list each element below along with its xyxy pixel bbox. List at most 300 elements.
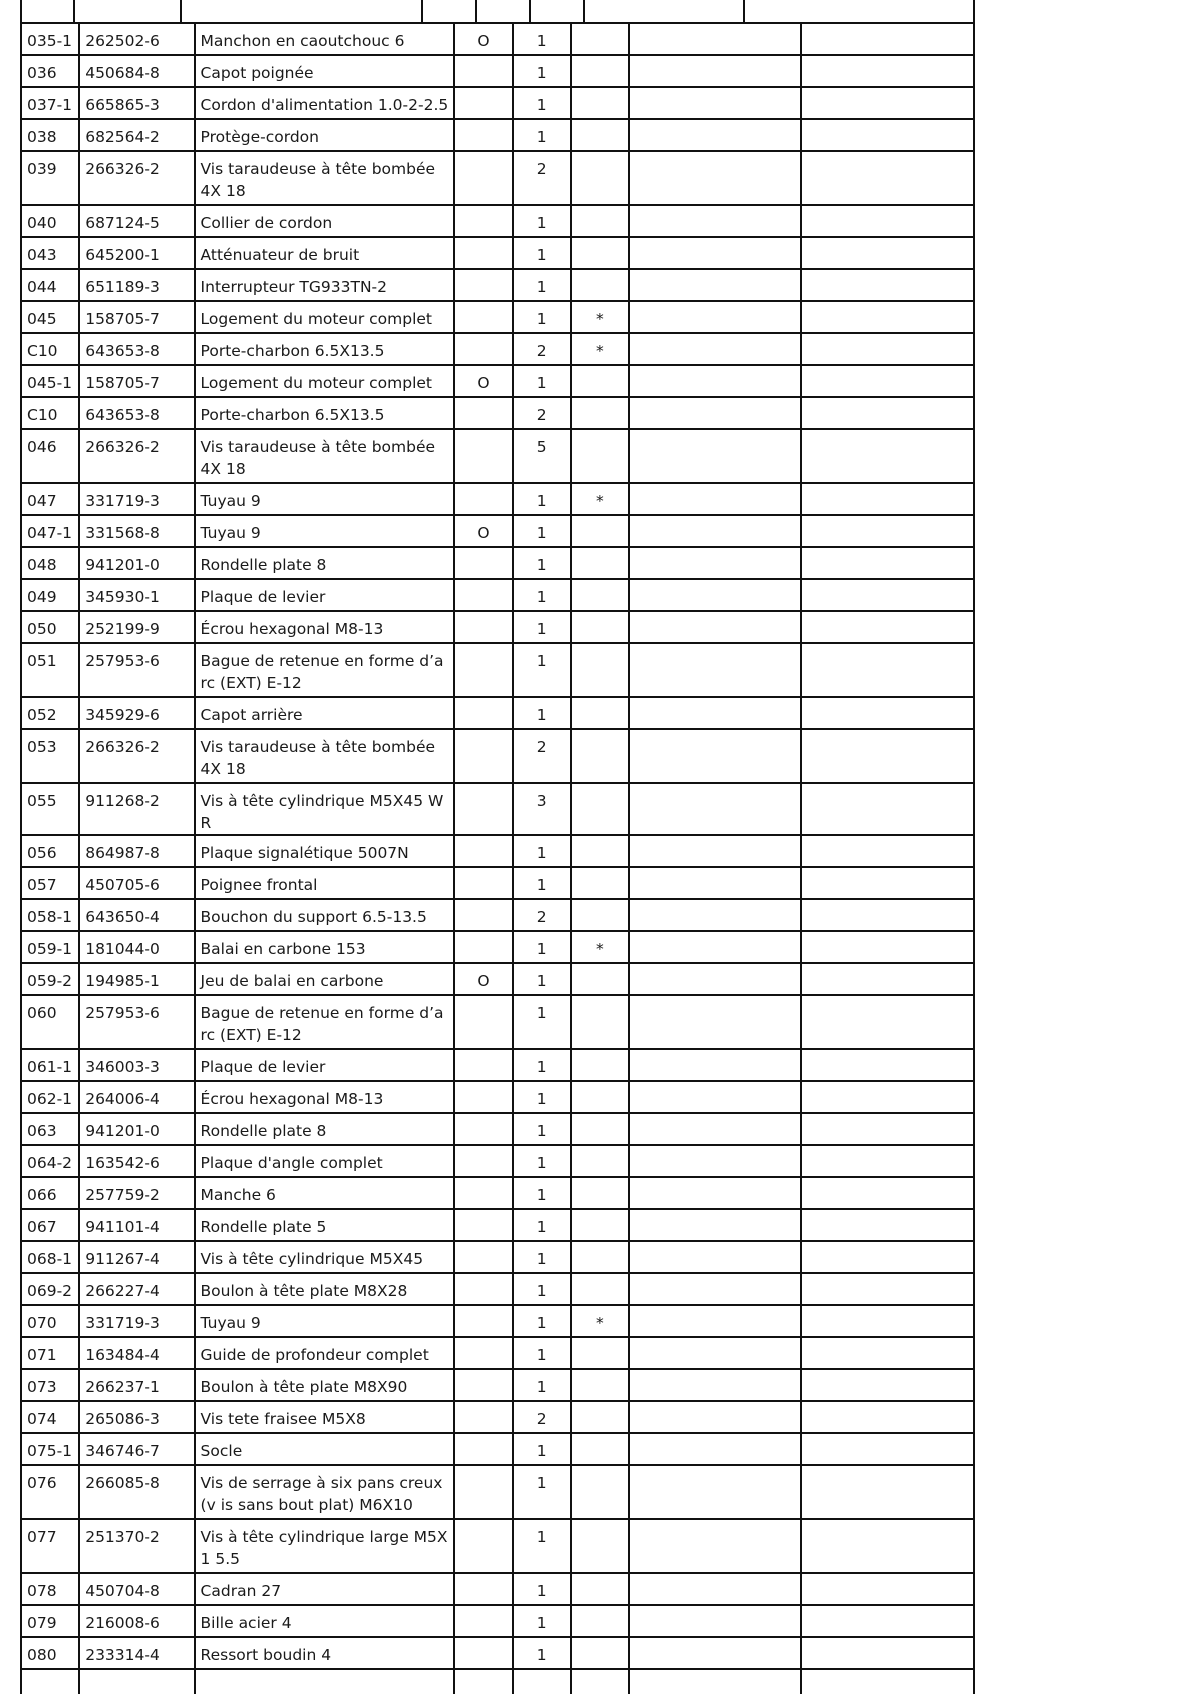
empty-cell [629, 1369, 801, 1401]
empty-cell [801, 301, 974, 333]
empty-cell [801, 429, 974, 483]
part-number-cell: 941201-0 [79, 1113, 194, 1145]
empty-cell [195, 1669, 455, 1694]
option-cell [454, 1637, 512, 1669]
part-number-cell: 651189-3 [79, 269, 194, 301]
option-cell [454, 429, 512, 483]
empty-cell [801, 867, 974, 899]
table-row [21, 835, 974, 867]
quantity-cell: 2 [513, 729, 571, 783]
option-cell [454, 1305, 512, 1337]
empty-cell [629, 995, 801, 1049]
empty-cell [629, 867, 801, 899]
option-cell [454, 611, 512, 643]
item-number-cell: 080 [21, 1637, 79, 1669]
mark-cell [571, 1081, 629, 1113]
table-row [21, 899, 974, 931]
quantity-cell: 1 [513, 643, 571, 697]
part-number-cell: 266326-2 [79, 429, 194, 483]
option-cell [454, 333, 512, 365]
empty-cell [629, 1637, 801, 1669]
table-row [21, 269, 974, 301]
item-number-cell: 043 [21, 237, 79, 269]
option-cell [454, 483, 512, 515]
quantity-cell: 1 [513, 1433, 571, 1465]
description-cell: Boulon à tête plate M8X28 [195, 1273, 455, 1305]
item-number-cell: 059-2 [21, 963, 79, 995]
empty-cell [801, 269, 974, 301]
mark-cell [571, 579, 629, 611]
table-top-continuation [20, 0, 975, 22]
part-number-cell: 163542-6 [79, 1145, 194, 1177]
quantity-cell: 1 [513, 835, 571, 867]
table-row [21, 1081, 974, 1113]
option-cell [454, 87, 512, 119]
table-row [21, 1637, 974, 1669]
empty-cell [629, 23, 801, 55]
table-row [21, 1369, 974, 1401]
empty-cell [454, 1669, 512, 1694]
item-number-cell: 060 [21, 995, 79, 1049]
mark-cell [571, 611, 629, 643]
table-row [21, 515, 974, 547]
empty-cell [629, 697, 801, 729]
empty-cell [629, 931, 801, 963]
empty-cell [801, 515, 974, 547]
option-cell [454, 1337, 512, 1369]
option-cell: O [454, 365, 512, 397]
part-number-cell: 252199-9 [79, 611, 194, 643]
empty-cell [629, 1401, 801, 1433]
part-number-cell: 346746-7 [79, 1433, 194, 1465]
item-number-cell: 073 [21, 1369, 79, 1401]
description-cell: Capot arrière [195, 697, 455, 729]
option-cell [454, 1573, 512, 1605]
empty-cell [801, 611, 974, 643]
empty-cell [801, 963, 974, 995]
item-number-cell: 037-1 [21, 87, 79, 119]
mark-cell [571, 697, 629, 729]
empty-cell [629, 1519, 801, 1573]
table-row [21, 483, 974, 515]
table-row [21, 1305, 974, 1337]
empty-cell [629, 1049, 801, 1081]
description-cell: Guide de profondeur complet [195, 1337, 455, 1369]
description-cell: Collier de cordon [195, 205, 455, 237]
quantity-cell: 1 [513, 1369, 571, 1401]
option-cell [454, 1209, 512, 1241]
mark-cell [571, 23, 629, 55]
part-number-cell: 643653-8 [79, 333, 194, 365]
empty-cell [629, 1465, 801, 1519]
option-cell [454, 867, 512, 899]
item-number-cell: 039 [21, 151, 79, 205]
description-cell: Écrou hexagonal M8-13 [195, 1081, 455, 1113]
table-row [21, 397, 974, 429]
empty-cell [629, 579, 801, 611]
empty-cell [801, 1209, 974, 1241]
parts-table-body [21, 23, 974, 1694]
table-row [21, 151, 974, 205]
table-row [21, 1049, 974, 1081]
item-number-cell: 071 [21, 1337, 79, 1369]
mark-cell [571, 547, 629, 579]
empty-cell [801, 333, 974, 365]
mark-cell [571, 397, 629, 429]
mark-cell [571, 1605, 629, 1637]
empty-cell [801, 483, 974, 515]
option-cell [454, 697, 512, 729]
option-cell [454, 55, 512, 87]
empty-cell [629, 1081, 801, 1113]
item-number-cell: 047-1 [21, 515, 79, 547]
part-number-cell: 450704-8 [79, 1573, 194, 1605]
quantity-cell: 1 [513, 547, 571, 579]
item-number-cell: 052 [21, 697, 79, 729]
empty-cell [801, 237, 974, 269]
empty-cell [801, 87, 974, 119]
mark-cell [571, 729, 629, 783]
empty-cell [629, 899, 801, 931]
part-number-cell: 665865-3 [79, 87, 194, 119]
part-number-cell: 643650-4 [79, 899, 194, 931]
option-cell [454, 1241, 512, 1273]
empty-cell [629, 1337, 801, 1369]
empty-cell [629, 205, 801, 237]
mark-cell [571, 151, 629, 205]
option-cell [454, 1519, 512, 1573]
quantity-cell: 2 [513, 397, 571, 429]
quantity-cell: 2 [513, 1401, 571, 1433]
description-cell: Porte-charbon 6.5X13.5 [195, 397, 455, 429]
empty-cell [801, 1433, 974, 1465]
quantity-cell: 1 [513, 697, 571, 729]
empty-cell [801, 1305, 974, 1337]
mark-cell [571, 1519, 629, 1573]
empty-cell [629, 1433, 801, 1465]
description-cell: Rondelle plate 8 [195, 547, 455, 579]
empty-cell [629, 1573, 801, 1605]
empty-cell [629, 237, 801, 269]
mark-cell [571, 205, 629, 237]
empty-cell [629, 397, 801, 429]
mark-cell [571, 1369, 629, 1401]
quantity-cell: 1 [513, 515, 571, 547]
option-cell: O [454, 23, 512, 55]
item-number-cell: 059-1 [21, 931, 79, 963]
mark-cell [571, 1177, 629, 1209]
table-row [21, 1177, 974, 1209]
item-number-cell: 079 [21, 1605, 79, 1637]
mark-cell [571, 643, 629, 697]
quantity-cell: 1 [513, 1637, 571, 1669]
description-cell: Interrupteur TG933TN-2 [195, 269, 455, 301]
table-row [21, 963, 974, 995]
part-number-cell: 911267-4 [79, 1241, 194, 1273]
quantity-cell: 1 [513, 269, 571, 301]
mark-cell [571, 1433, 629, 1465]
part-number-cell: 158705-7 [79, 301, 194, 333]
quantity-cell: 2 [513, 151, 571, 205]
description-cell: Ressort boudin 4 [195, 1637, 455, 1669]
item-number-cell: 055 [21, 783, 79, 835]
empty-cell [801, 1401, 974, 1433]
description-cell: Poignee frontal [195, 867, 455, 899]
empty-cell [629, 365, 801, 397]
mark-cell [571, 1209, 629, 1241]
table-row-continuation [21, 1669, 974, 1694]
empty-cell [629, 301, 801, 333]
item-number-cell: 075-1 [21, 1433, 79, 1465]
table-row [21, 429, 974, 483]
empty-cell [801, 547, 974, 579]
quantity-cell: 1 [513, 483, 571, 515]
quantity-cell: 3 [513, 783, 571, 835]
description-cell: Plaque de levier [195, 579, 455, 611]
empty-cell [629, 783, 801, 835]
part-number-cell: 331719-3 [79, 1305, 194, 1337]
empty-cell [801, 119, 974, 151]
option-cell: O [454, 963, 512, 995]
description-cell: Cordon d'alimentation 1.0-2-2.5 [195, 87, 455, 119]
part-number-cell: 264006-4 [79, 1081, 194, 1113]
empty-cell [629, 963, 801, 995]
table-row [21, 1209, 974, 1241]
description-cell: Tuyau 9 [195, 515, 455, 547]
item-number-cell: 050 [21, 611, 79, 643]
empty-cell [513, 1669, 571, 1694]
table-row [21, 611, 974, 643]
table-row [21, 365, 974, 397]
empty-cell [629, 1145, 801, 1177]
part-number-cell: 257759-2 [79, 1177, 194, 1209]
empty-cell [801, 729, 974, 783]
mark-cell [571, 269, 629, 301]
part-number-cell: 163484-4 [79, 1337, 194, 1369]
mark-cell [571, 1573, 629, 1605]
part-number-cell: 257953-6 [79, 643, 194, 697]
description-cell: Tuyau 9 [195, 1305, 455, 1337]
item-number-cell: 058-1 [21, 899, 79, 931]
quantity-cell: 1 [513, 1273, 571, 1305]
option-cell [454, 1433, 512, 1465]
quantity-cell: 1 [513, 867, 571, 899]
description-cell: Bille acier 4 [195, 1605, 455, 1637]
table-row [21, 547, 974, 579]
empty-cell [629, 1113, 801, 1145]
item-number-cell: 069-2 [21, 1273, 79, 1305]
description-cell: Vis à tête cylindrique large M5X1 5.5 [195, 1519, 455, 1573]
mark-cell [571, 1049, 629, 1081]
empty-cell [629, 729, 801, 783]
quantity-cell: 1 [513, 1049, 571, 1081]
part-number-cell: 266085-8 [79, 1465, 194, 1519]
empty-cell [629, 835, 801, 867]
item-number-cell: 047 [21, 483, 79, 515]
part-number-cell: 233314-4 [79, 1637, 194, 1669]
item-number-cell: 038 [21, 119, 79, 151]
empty-cell [629, 269, 801, 301]
option-cell [454, 1369, 512, 1401]
item-number-cell: 048 [21, 547, 79, 579]
option-cell [454, 151, 512, 205]
table-row [21, 995, 974, 1049]
part-number-cell: 266227-4 [79, 1273, 194, 1305]
empty-cell [801, 1605, 974, 1637]
empty-cell [629, 515, 801, 547]
mark-cell [571, 515, 629, 547]
item-number-cell: 078 [21, 1573, 79, 1605]
option-cell [454, 301, 512, 333]
option-cell [454, 995, 512, 1049]
mark-cell [571, 783, 629, 835]
quantity-cell: 1 [513, 1465, 571, 1519]
item-number-cell: 068-1 [21, 1241, 79, 1273]
quantity-cell: 1 [513, 995, 571, 1049]
description-cell: Cadran 27 [195, 1573, 455, 1605]
empty-cell [801, 783, 974, 835]
description-cell: Rondelle plate 8 [195, 1113, 455, 1145]
description-cell: Tuyau 9 [195, 483, 455, 515]
part-number-cell: 262502-6 [79, 23, 194, 55]
quantity-cell: 1 [513, 1337, 571, 1369]
empty-cell [801, 1113, 974, 1145]
table-row [21, 205, 974, 237]
item-number-cell: 077 [21, 1519, 79, 1573]
mark-cell [571, 1465, 629, 1519]
description-cell: Bouchon du support 6.5-13.5 [195, 899, 455, 931]
quantity-cell: 1 [513, 301, 571, 333]
empty-cell [801, 365, 974, 397]
item-number-cell: 062-1 [21, 1081, 79, 1113]
option-cell: O [454, 515, 512, 547]
empty-cell [801, 995, 974, 1049]
option-cell [454, 205, 512, 237]
table-row [21, 1433, 974, 1465]
item-number-cell: 046 [21, 429, 79, 483]
table-row [21, 729, 974, 783]
empty-cell [629, 483, 801, 515]
empty-cell [629, 1241, 801, 1273]
empty-cell [801, 1273, 974, 1305]
table-row [21, 23, 974, 55]
mark-cell: * [571, 931, 629, 963]
quantity-cell: 1 [513, 365, 571, 397]
description-cell: Bague de retenue en forme d’arc (EXT) E-12 [195, 643, 455, 697]
mark-cell: * [571, 301, 629, 333]
table-row [21, 301, 974, 333]
option-cell [454, 1465, 512, 1519]
option-cell [454, 547, 512, 579]
empty-cell [801, 1081, 974, 1113]
option-cell [454, 783, 512, 835]
description-cell: Vis taraudeuse à tête bombée 4X 18 [195, 729, 455, 783]
quantity-cell: 5 [513, 429, 571, 483]
mark-cell [571, 55, 629, 87]
empty-cell [21, 1669, 79, 1694]
part-number-cell: 266237-1 [79, 1369, 194, 1401]
mark-cell [571, 1113, 629, 1145]
empty-cell [801, 643, 974, 697]
quantity-cell: 1 [513, 1145, 571, 1177]
item-number-cell: 036 [21, 55, 79, 87]
table-row [21, 931, 974, 963]
mark-cell [571, 1637, 629, 1669]
description-cell: Porte-charbon 6.5X13.5 [195, 333, 455, 365]
quantity-cell: 1 [513, 1113, 571, 1145]
part-number-cell: 864987-8 [79, 835, 194, 867]
empty-cell [801, 1049, 974, 1081]
quantity-cell: 1 [513, 963, 571, 995]
quantity-cell: 1 [513, 55, 571, 87]
empty-cell [801, 1241, 974, 1273]
quantity-cell: 1 [513, 931, 571, 963]
table-row [21, 1465, 974, 1519]
description-cell: Vis à tête cylindrique M5X45 [195, 1241, 455, 1273]
table-row [21, 1401, 974, 1433]
empty-cell [629, 1605, 801, 1637]
description-cell: Logement du moteur complet [195, 365, 455, 397]
mark-cell: * [571, 333, 629, 365]
option-cell [454, 729, 512, 783]
quantity-cell: 1 [513, 237, 571, 269]
description-cell: Rondelle plate 5 [195, 1209, 455, 1241]
option-cell [454, 1605, 512, 1637]
part-number-cell: 345929-6 [79, 697, 194, 729]
quantity-cell: 1 [513, 87, 571, 119]
empty-cell [801, 1573, 974, 1605]
description-cell: Protège-cordon [195, 119, 455, 151]
quantity-cell: 1 [513, 1177, 571, 1209]
option-cell [454, 1081, 512, 1113]
mark-cell [571, 963, 629, 995]
part-number-cell: 216008-6 [79, 1605, 194, 1637]
empty-cell [801, 151, 974, 205]
item-number-cell: 063 [21, 1113, 79, 1145]
table-row [21, 783, 974, 835]
part-number-cell: 257953-6 [79, 995, 194, 1049]
part-number-cell: 251370-2 [79, 1519, 194, 1573]
empty-cell [801, 1519, 974, 1573]
mark-cell: * [571, 1305, 629, 1337]
description-cell: Manchon en caoutchouc 6 [195, 23, 455, 55]
part-number-cell: 346003-3 [79, 1049, 194, 1081]
quantity-cell: 1 [513, 1519, 571, 1573]
mark-cell [571, 1273, 629, 1305]
empty-cell [801, 55, 974, 87]
description-cell: Socle [195, 1433, 455, 1465]
option-cell [454, 269, 512, 301]
table-row [21, 1241, 974, 1273]
mark-cell [571, 899, 629, 931]
empty-cell [629, 87, 801, 119]
description-cell: Plaque d'angle complet [195, 1145, 455, 1177]
option-cell [454, 1177, 512, 1209]
part-number-cell: 266326-2 [79, 729, 194, 783]
mark-cell [571, 835, 629, 867]
mark-cell [571, 1241, 629, 1273]
quantity-cell: 1 [513, 1081, 571, 1113]
mark-cell [571, 365, 629, 397]
empty-cell [801, 1465, 974, 1519]
item-number-cell: 051 [21, 643, 79, 697]
empty-cell [629, 643, 801, 697]
part-number-cell: 645200-1 [79, 237, 194, 269]
table-row [21, 579, 974, 611]
empty-cell [629, 1669, 801, 1694]
part-number-cell: 941101-4 [79, 1209, 194, 1241]
quantity-cell: 1 [513, 1241, 571, 1273]
